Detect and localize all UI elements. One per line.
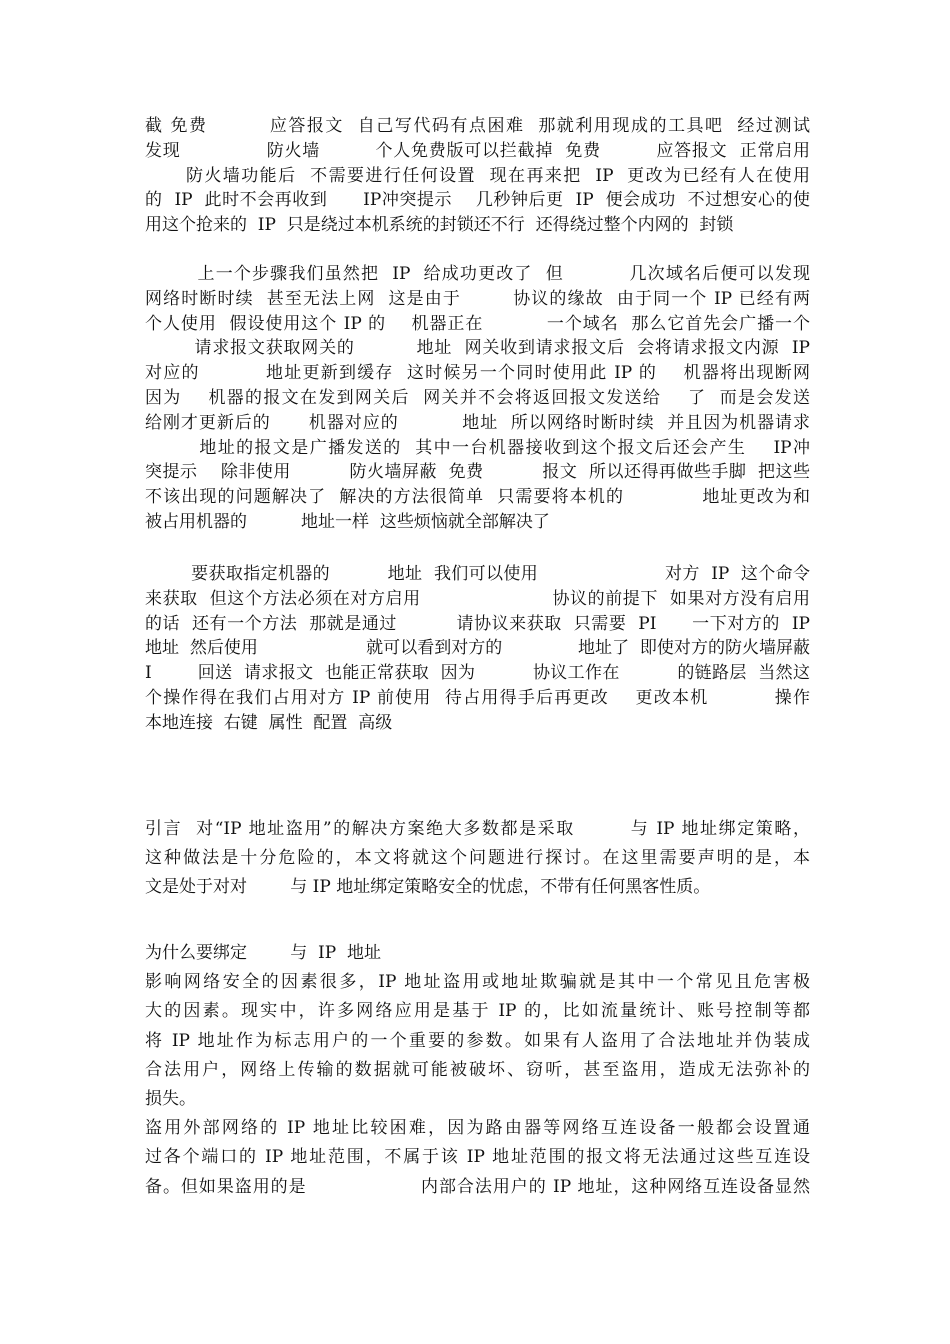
text-line: 截 免费 应答报文 自己写代码有点困难 那就利用现成的工具吧 经过测试 (145, 116, 810, 136)
text-line: 本地连接 右键 属性 配置 高级 (145, 712, 393, 733)
text-line: 要获取指定机器的 地址 我们可以使用 对方 IP 这个命令 (145, 564, 810, 584)
text-line: 请求报文获取网关的 地址 网关收到请求报文后 会将请求报文内源 IP (145, 338, 810, 359)
paragraph-introduction (145, 815, 810, 903)
text-line: 网络时断时续 甚至无法上网 这是由于 协议的缘故 由于同一个 IP 已经有两 (145, 288, 810, 309)
text-line: 文是处于对对 与 IP 地址绑定策略安全的忧虑，不带有任何黑客性质。 (145, 877, 711, 898)
text-line: 影响网络安全的因素很多，IP 地址盗用或地址欺骗就是其中一个常见且危害极 (145, 972, 810, 993)
text-line: 发现 防火墙 个人免费版可以拦截掉 免费 应答报文 正常启用 (145, 140, 810, 161)
text-line: 对应的 地址更新到缓存 这时候另一个同时使用此 IP 的 机器将出现断网 (145, 363, 810, 384)
text-line: 突提示 除非使用 防火墙屏蔽 免费 报文 所以还得再做些手脚 把这些 (145, 462, 810, 483)
text-line: 大的因素。现实中，许多网络应用是基于 IP 的，比如流量统计、账号控制等都 (145, 1001, 810, 1022)
text-line: 上一个步骤我们虽然把 IP 给成功更改了 但 几次域名后便可以发现 (145, 264, 810, 284)
text-line: 将 IP 地址作为标志用户的一个重要的参数。如果有人盗用了合法地址并伪装成 (145, 1030, 810, 1051)
text-line: 因为 机器的报文在发到网关后 网关并不会将返回报文发送给 了 而是会发送 (145, 387, 810, 408)
text-line: 地址 然后使用 就可以看到对方的 地址了 即使对方的防火墙屏蔽 (145, 638, 810, 659)
text-line: 这种做法是十分危险的，本文将就这个问题进行探讨。在这里需要声明的是，本 (145, 848, 810, 869)
text-line: 盗用外部网络的 IP 地址比较困难，因为路由器等网络互连设备一般都会设置通 (145, 1118, 810, 1139)
paragraph-get-mac-address (145, 562, 810, 736)
text-line: 来获取 但这个方法必须在对方启用 协议的前提下 如果对方没有启用 (145, 588, 810, 609)
text-line: 过各个端口的 IP 地址范围，不属于该 IP 地址范围的报文将无法通过这些互连设 (145, 1147, 810, 1168)
text-line: 地址的报文是广播发送的 其中一台机器接收到这个报文后还会产生 IP冲 (145, 437, 810, 458)
text-line: 的 IP 此时不会再收到 IP冲突提示 几秒钟后更 IP 便会成功 不过想安心的使 (145, 190, 810, 211)
text-line: 引言 对“IP 地址盗用”的解决方案绝大多数都是采取 与 IP 地址绑定策略， (145, 819, 810, 839)
text-line: 不该出现的问题解决了 解决的方法很简单 只需要将本机的 地址更改为和 (145, 487, 810, 508)
text-line: 给刚才更新后的 机器对应的 地址 所以网络时断时续 并且因为机器请求 (145, 412, 810, 433)
section-why-bind (145, 939, 810, 1202)
text-line: 个操作得在我们占用对方 IP 前使用 待占用得手后再更改 更改本机 操作 (145, 687, 810, 708)
paragraph-network-interruption (145, 262, 810, 535)
paragraph-arp-firewall (145, 114, 810, 238)
text-line: 损失。 (145, 1088, 196, 1109)
text-line: 用这个抢来的 IP 只是绕过本机系统的封锁还不行 还得绕过整个内网的 封锁 (145, 215, 734, 236)
text-line: 被占用机器的 地址一样 这些烦恼就全部解决了 (145, 511, 550, 532)
section-heading: 为什么要绑定 与 IP 地址 (145, 943, 381, 963)
text-line: I 回送 请求报文 也能正常获取 因为 协议工作在 的链路层 当然这 (145, 663, 810, 684)
text-line: 备。但如果盗用的是 内部合法用户的 IP 地址，这种网络互连设备显然 (145, 1176, 810, 1197)
text-line: 防火墙功能后 不需要进行任何设置 现在再来把 IP 更改为已经有人在使用 (145, 165, 810, 186)
text-line: 的话 还有一个方法 那就是通过 请协议来获取 只需要 PI 一下对方的 IP (145, 613, 810, 634)
text-line: 个人使用 假设使用这个 IP 的 机器正在 一个域名 那么它首先会广播一个 (145, 313, 810, 334)
text-line: 合法用户，网络上传输的数据就可能被破坏、窃听，甚至盗用，造成无法弥补的 (145, 1059, 810, 1080)
